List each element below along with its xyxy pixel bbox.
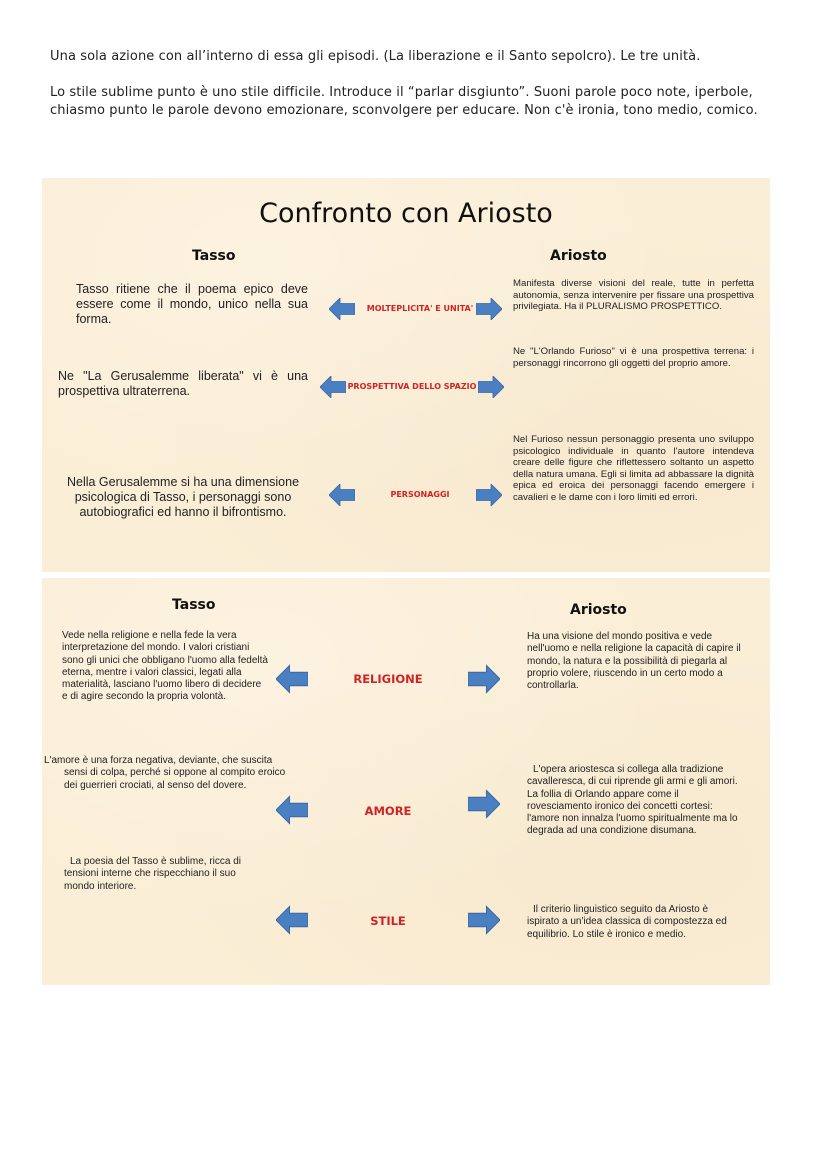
- column-header-tasso: Tasso: [192, 248, 236, 264]
- ariosto-text-amore: L'opera ariostesca si collega alla tradizione cavalleresca, di cui riprende gli armi e gli amori. La follia di Orlando appare come il rovesciamento ironico dei concetti cortesi: l'amore non innalza l'uomo spiritualmente ma lo degrada ad una condizione disumana.: [527, 764, 738, 837]
- column-header-ariosto: Ariosto: [550, 248, 607, 264]
- arrow-left-icon: [276, 795, 308, 825]
- tasso-text-religione: Vede nella religione e nella fede la vera interpretazione del mondo. I valori cristiani sono gli unici che obbligano l'uomo alla fedeltà eterna, mentre i valori classici, legati alla materialità, lasciano l'uomo libero di decidere e di agire secondo la propria volontà.: [62, 630, 268, 703]
- arrow-right-icon: [468, 789, 500, 819]
- notes-paragraph: Una sola azione con all’interno di essa gli episodi. (La liberazione e il Santo sepolcro). Le tre unità.: [50, 49, 701, 64]
- comparison-slide-2: [42, 578, 770, 985]
- arrow-left-icon: [320, 376, 346, 398]
- slide-title: Confronto con Ariosto: [259, 198, 553, 229]
- arrow-left-icon: [276, 664, 308, 694]
- topic-label-amore: AMORE: [364, 804, 412, 818]
- ariosto-text-molteplicita: Manifesta diverse visioni del reale, tutte in perfetta autonomia, senza intervenire per fissare una prospettiva privilegiata. Ha il PLURALISMO PROSPETTICO.: [513, 278, 754, 312]
- arrow-right-icon: [468, 664, 500, 694]
- tasso-text-prospettiva: Ne "La Gerusalemme liberata" vi è una prospettiva ultraterrena.: [58, 369, 308, 398]
- topic-label-religione: RELIGIONE: [353, 672, 423, 686]
- topic-label-personaggi: PERSONAGGI: [390, 490, 450, 499]
- topic-label-prospettiva: PROSPETTIVA DELLO SPAZIO: [347, 382, 477, 391]
- arrow-right-icon: [476, 298, 502, 320]
- notes-paragraph: Lo stile sublime punto è uno stile difficile. Introduce il “parlar disgiunto”. Suoni parole poco note, iperbole, chiasmo punto le parole devono emozionare, sconvolgere per educare. Non c'è ironia, tono medio, comico.: [50, 85, 758, 118]
- arrow-left-icon: [276, 905, 308, 935]
- arrow-left-icon: [329, 298, 355, 320]
- tasso-text-amore: L'amore è una forza negativa, deviante, che suscita sensi di colpa, perché si oppone al compito eroico dei guerrieri crociati, al senso del dovere.: [44, 755, 286, 791]
- topic-label-molteplicita: MOLTEPLICITA' E UNITA': [366, 304, 474, 313]
- arrow-right-icon: [476, 484, 502, 506]
- tasso-text-molteplicita: Tasso ritiene che il poema epico deve essere come il mondo, unico nella sua forma.: [76, 282, 308, 326]
- arrow-right-icon: [478, 376, 504, 398]
- tasso-text-personaggi: Nella Gerusalemme si ha una dimensione psicologica di Tasso, i personaggi sono autobiografici ed hanno il bifrontismo.: [66, 475, 300, 519]
- comparison-slide-1: [42, 178, 770, 572]
- arrow-right-icon: [468, 905, 500, 935]
- tasso-text-stile: La poesia del Tasso è sublime, ricca di tensioni interne che rispecchiano il suo mondo interiore.: [64, 856, 242, 892]
- arrow-left-icon: [329, 484, 355, 506]
- ariosto-text-prospettiva: Ne "L'Orlando Furioso" vi è una prospettiva terrena: i personaggi rincorrono gli oggetti del proprio amore.: [513, 346, 754, 369]
- column-header-tasso: Tasso: [172, 597, 216, 613]
- ariosto-text-stile: Il criterio linguistico seguito da Ariosto è ispirato a un'idea classica di compostezza ed equilibrio. Lo stile è ironico e medio.: [527, 904, 727, 940]
- ariosto-text-personaggi: Nel Furioso nessun personaggio presenta uno sviluppo psicologico individuale in quanto l'autore intendeva creare delle figure che riflettessero soltanto un aspetto della natura umana. Egli si limita ad abbassare la dignità epica ed eroica dei personaggi facendo emergere i cavalieri e le dame con i loro limiti ed errori.: [513, 434, 754, 503]
- ariosto-text-religione: Ha una visione del mondo positiva e vede nell'uomo e nella religione la capacità di capire il mondo, la natura e la possibilità di piegarla al proprio volere, riuscendo in un certo modo a controllarla.: [527, 631, 741, 692]
- notes-section: [50, 48, 780, 138]
- topic-label-stile: STILE: [370, 914, 406, 928]
- column-header-ariosto: Ariosto: [570, 602, 627, 618]
